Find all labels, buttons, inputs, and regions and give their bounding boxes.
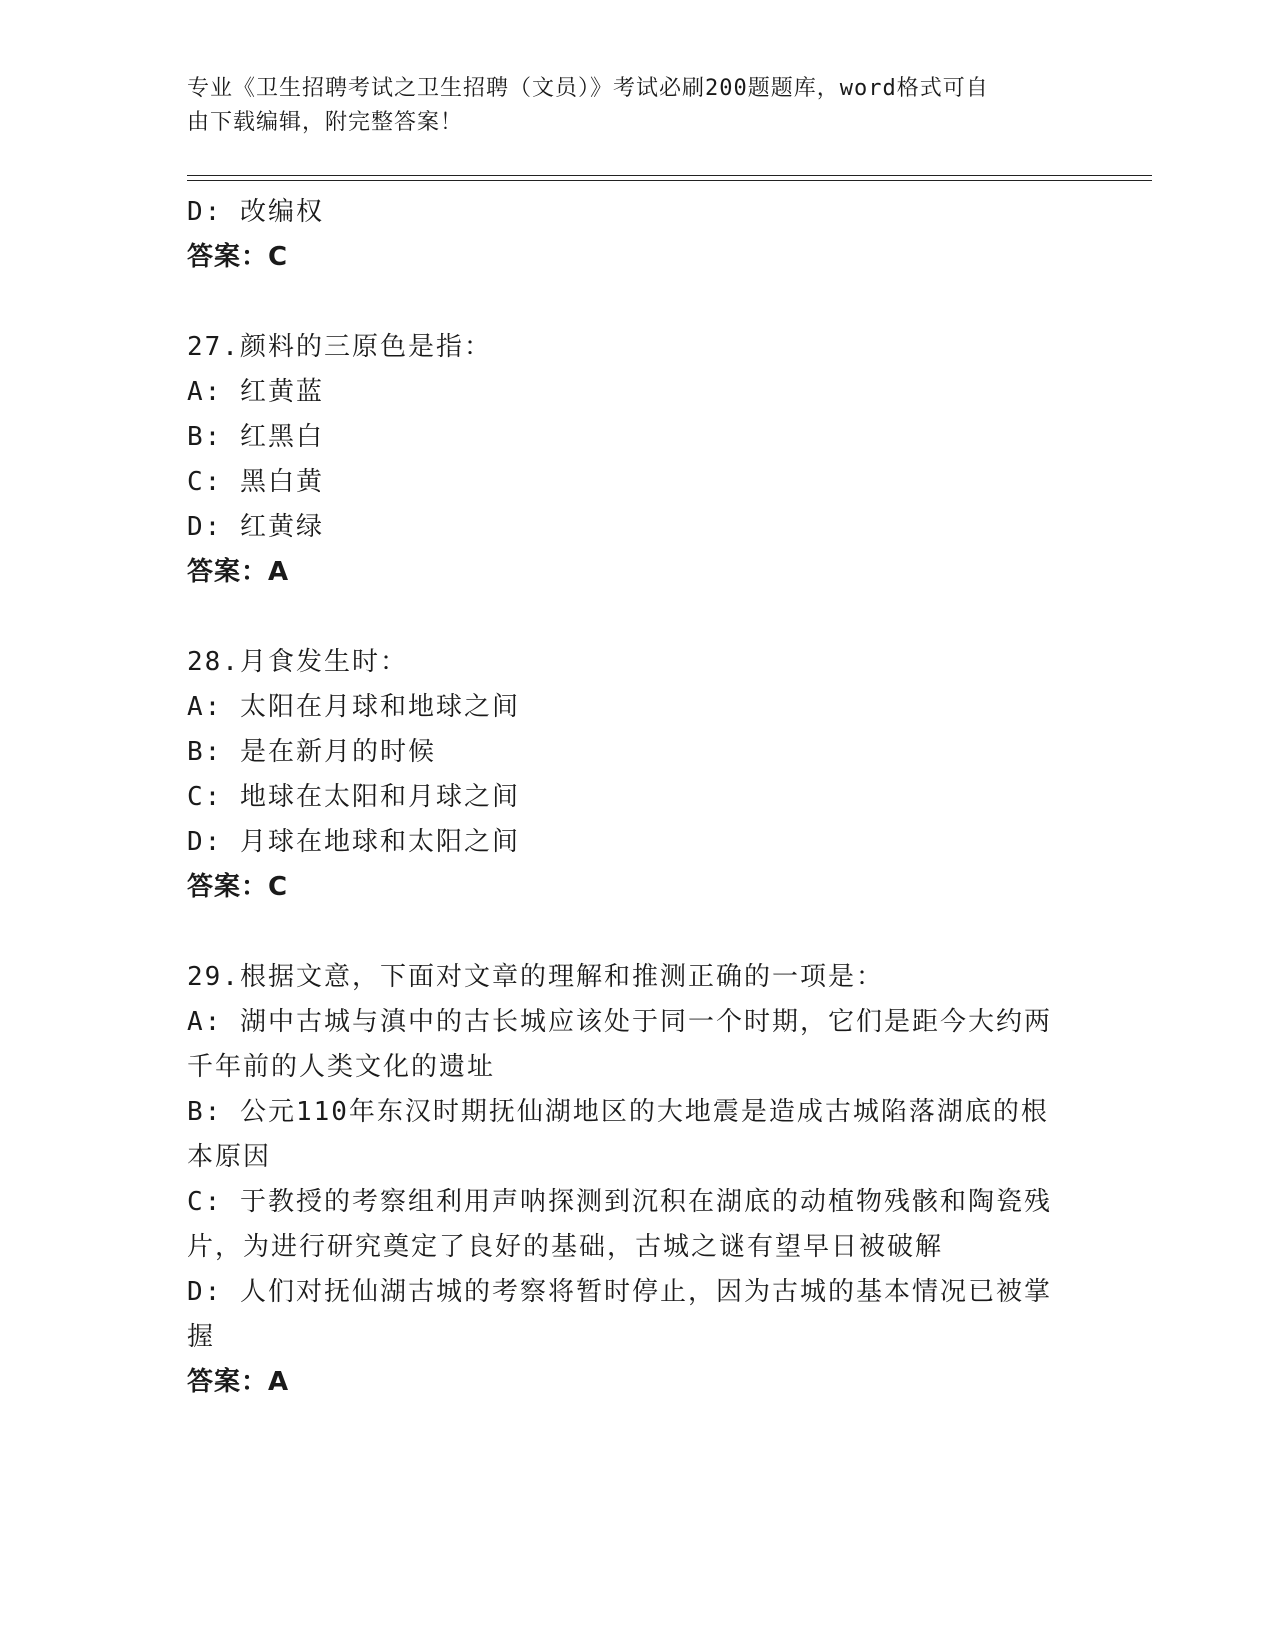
question-text: 29.根据文意，下面对文章的理解和推测正确的一项是： [187, 962, 884, 992]
answer-line: 答案：A [187, 1367, 290, 1397]
option-d: D: 改编权 [187, 197, 324, 227]
question-29 [187, 955, 1087, 1405]
option-d: D: 红黄绿 [187, 512, 324, 542]
answer-line: 答案：A [187, 557, 290, 587]
option-c-line-1: C: 于教授的考察组利用声呐探测到沉积在湖底的动植物残骸和陶瓷残 [187, 1187, 1052, 1217]
option-d: D: 月球在地球和太阳之间 [187, 827, 520, 857]
option-a: A: 红黄蓝 [187, 377, 324, 407]
spacer [187, 595, 1087, 640]
question-text: 28.月食发生时： [187, 647, 408, 677]
question-27 [187, 325, 1087, 595]
spacer [187, 280, 1087, 325]
option-b-line-2: 本原因 [187, 1142, 272, 1172]
question-text: 27.颜料的三原色是指： [187, 332, 492, 362]
header-line-2: 由下载编辑，附完整答案！ [187, 110, 464, 135]
option-c-line-2: 片，为进行研究奠定了良好的基础，古城之谜有望早日被破解 [187, 1232, 944, 1262]
option-a-line-1: A: 湖中古城与滇中的古长城应该处于同一个时期，它们是距今大约两 [187, 1007, 1052, 1037]
question-26-tail [187, 190, 1087, 280]
option-a: A: 太阳在月球和地球之间 [187, 692, 520, 722]
option-b: B: 红黑白 [187, 422, 324, 452]
document-body [187, 190, 1087, 1405]
question-28 [187, 640, 1087, 910]
option-d-line-1: D: 人们对抚仙湖古城的考察将暂时停止，因为古城的基本情况已被掌 [187, 1277, 1052, 1307]
answer-line: 答案：C [187, 242, 289, 272]
option-d-line-2: 握 [187, 1322, 216, 1352]
document-header [187, 72, 1067, 140]
header-line-1: 专业《卫生招聘考试之卫生招聘（文员）》考试必刷200题题库，word格式可自 [187, 76, 989, 101]
header-divider-top [187, 175, 1152, 176]
option-a-line-2: 千年前的人类文化的遗址 [187, 1052, 496, 1082]
answer-line: 答案：C [187, 872, 289, 902]
option-c: C: 地球在太阳和月球之间 [187, 782, 520, 812]
spacer [187, 910, 1087, 955]
header-divider-bottom [187, 180, 1152, 181]
option-b-line-1: B: 公元110年东汉时期抚仙湖地区的大地震是造成古城陷落湖底的根 [187, 1097, 1049, 1127]
option-c: C: 黑白黄 [187, 467, 324, 497]
option-b: B: 是在新月的时候 [187, 737, 436, 767]
